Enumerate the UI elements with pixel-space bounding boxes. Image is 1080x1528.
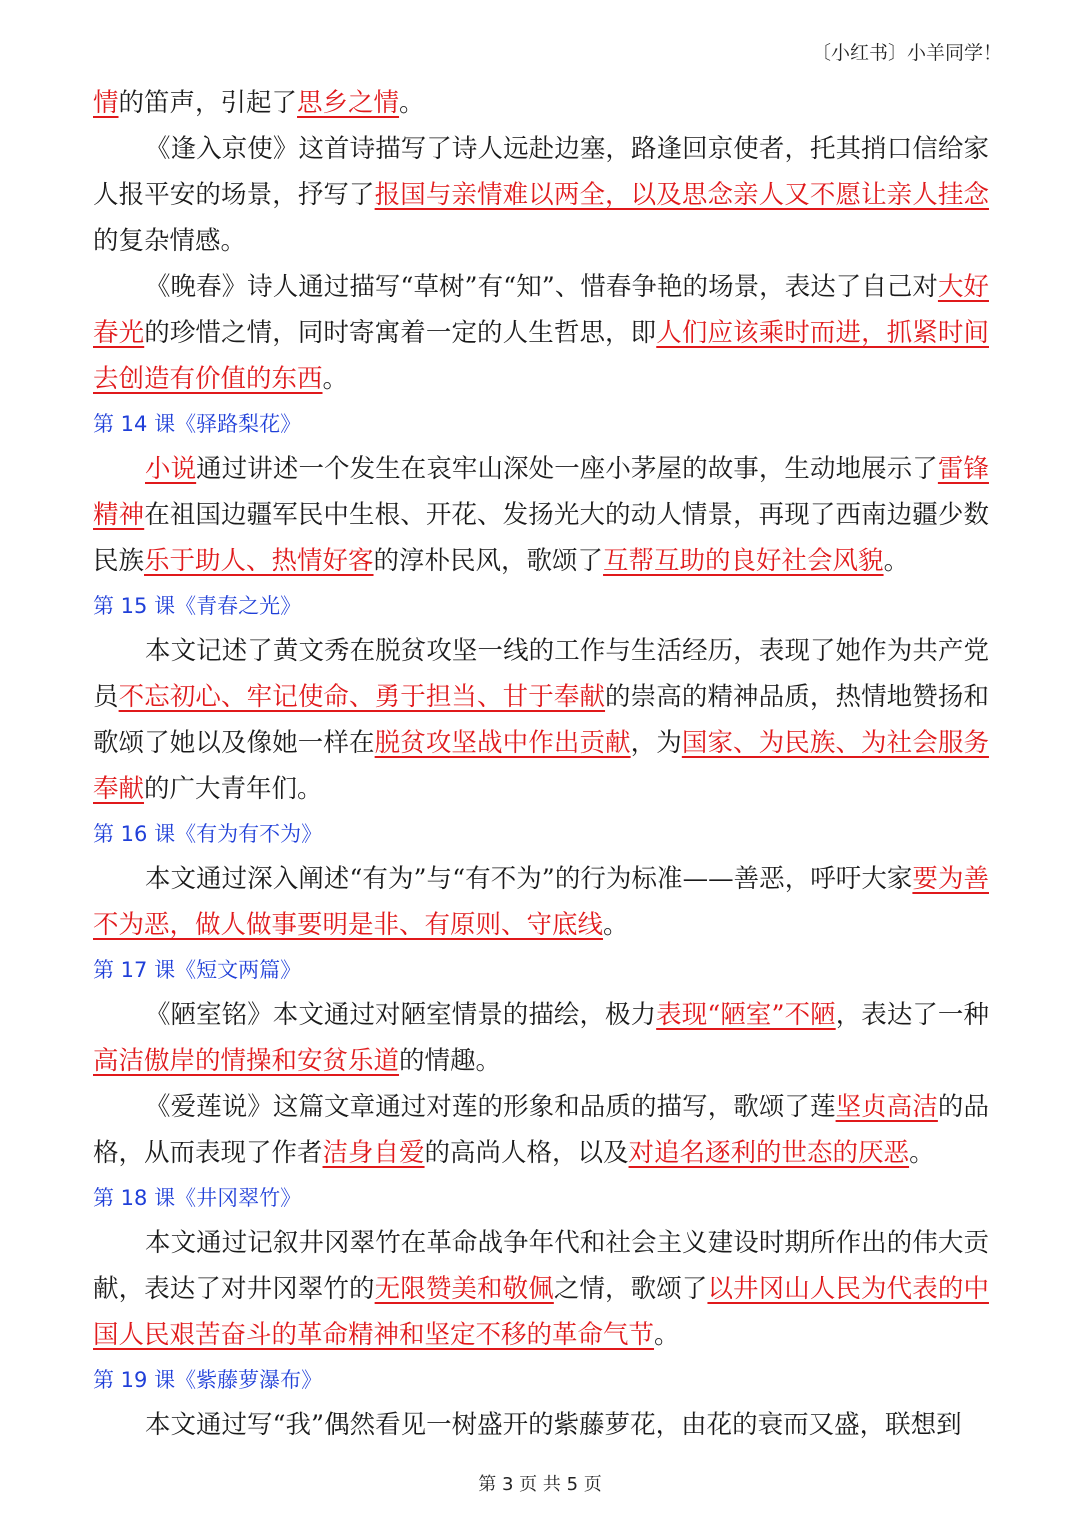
- body-text: 的珍惜之情，同时寄寓着一定的人生哲思，即: [144, 318, 657, 348]
- paragraph-ailianshuo: [93, 1084, 989, 1176]
- source-watermark: 〔小红书〕小羊同学！: [811, 42, 1002, 64]
- body-text: 的高尚人格，以及: [424, 1138, 629, 1168]
- body-text: 的崇高的精神品质，热情地赞扬和歌颂了她以及像她一样在: [93, 682, 989, 758]
- body-text: ，为: [630, 728, 682, 758]
- body-text: 本文通过记叙井冈翠竹在革命战争年代和社会主义建设时期所作出的伟大贡献，表达了对井冈翠竹的: [93, 1228, 989, 1304]
- highlight-text: 大好春光: [93, 272, 989, 348]
- body-text: 的情趣。: [399, 1046, 502, 1076]
- highlight-text: 洁身自爱: [322, 1138, 425, 1168]
- paragraph-wanchun: [93, 264, 989, 402]
- page-number: 第 3 页 共 5 页: [478, 1474, 602, 1495]
- body-text: 《爱莲说》这篇文章通过对莲的形象和品质的描写，歌颂了莲: [145, 1092, 836, 1122]
- body-text: 《晚春》诗人通过描写“草树”有“知”、惜春争艳的场景，表达了自己对: [145, 272, 938, 302]
- body-text: 的广大青年们。: [144, 774, 323, 804]
- body-text: 。: [603, 910, 629, 940]
- highlight-text: 要为善不为恶，做人做事要明是非、有原则、守底线: [93, 864, 989, 940]
- lesson-title-16: 第 16 课《有为有不为》: [93, 822, 323, 846]
- body-text: 。: [909, 1138, 935, 1168]
- body-text: 。: [654, 1320, 680, 1350]
- lesson-title-14: 第 14 课《驿路梨花》: [93, 412, 302, 436]
- lesson-title-17: 第 17 课《短文两篇》: [93, 958, 302, 982]
- body-text: 之情，歌颂了: [553, 1274, 708, 1304]
- paragraph-lesson-14: [93, 446, 989, 584]
- highlight-text: 不忘初心、牢记使命、勇于担当、甘于奉献: [118, 682, 606, 712]
- highlight-text: 报国与亲情难以两全，以及思念亲人又不愿让亲人挂念: [374, 180, 989, 210]
- paragraph-lesson-15: [93, 628, 989, 812]
- lesson-title-18: 第 18 课《井冈翠竹》: [93, 1186, 302, 1210]
- body-text: 。: [322, 364, 349, 394]
- body-text: 本文通过深入阐述“有为”与“有不为”的行为标准——善恶，呼吁大家: [145, 864, 913, 894]
- paragraph-loushiming: [93, 992, 989, 1084]
- highlight-text: 以井冈山人民为代表的中国人民艰苦奋斗的革命精神和坚定不移的革命气节: [93, 1274, 989, 1350]
- body-text: 《逢入京使》这首诗描写了诗人远赴边塞，路逢回京使者，托其捎口信给家人报平安的场景，抒写了: [93, 134, 989, 210]
- highlight-text: 思乡之情: [297, 88, 400, 118]
- highlight-text: 对追名逐利的世态的厌恶: [628, 1138, 910, 1168]
- highlight-text: 雷锋精神: [93, 454, 989, 530]
- paragraph-lesson-16: [93, 856, 989, 948]
- paragraph-lesson-18: [93, 1220, 989, 1358]
- paragraph-lesson-19: [93, 1402, 989, 1448]
- highlight-text: 高洁傲岸的情操和安贫乐道: [93, 1046, 400, 1076]
- highlight-text: 人们应该乘时而进，抓紧时间去创造有价值的东西: [93, 318, 989, 394]
- body-text: 。: [883, 546, 910, 576]
- paragraph-fengrujingshi: [93, 126, 989, 264]
- highlight-text: 脱贫攻坚战中作出贡献: [374, 728, 631, 758]
- highlight-text: 无限赞美和敬佩: [374, 1274, 554, 1304]
- body-text: 在祖国边疆军民中生根、开花、发扬光大的动人情景，再现了西南边疆少数民族: [93, 500, 989, 576]
- highlight-text: 互帮互助的良好社会风貌: [603, 546, 884, 576]
- body-text: 的淳朴民风，歌颂了: [373, 546, 604, 576]
- body-text: 的笛声，引起了: [118, 88, 298, 118]
- body-text: 本文记述了黄文秀在脱贫攻坚一线的工作与生活经历，表现了她作为共产党员: [93, 636, 989, 712]
- body-text: 通过讲述一个发生在哀牢山深处一座小茅屋的故事，生动地展示了: [196, 454, 938, 484]
- highlight-text: 小说: [145, 454, 197, 484]
- highlight-text: 乐于助人、热情好客: [144, 546, 374, 576]
- document-body: [93, 80, 989, 1448]
- lesson-title-15: 第 15 课《青春之光》: [93, 594, 302, 618]
- highlight-text: 表现“陋室”不陋: [656, 1000, 836, 1030]
- lesson-title-19: 第 19 课《紫藤萝瀑布》: [93, 1368, 323, 1392]
- body-text: 。: [399, 88, 425, 118]
- highlight-text: 坚贞高洁: [835, 1092, 938, 1122]
- paragraph-continuation: [93, 80, 989, 126]
- body-text: 的品格，从而表现了作者: [93, 1092, 989, 1168]
- body-text: ，表达了一种: [835, 1000, 989, 1030]
- body-text: 《陋室铭》本文通过对陋室情景的描绘，极力: [145, 1000, 657, 1030]
- body-text: 本文通过写“我”偶然看见一树盛开的紫藤萝花，由花的衰而又盛，联想到: [145, 1410, 962, 1440]
- highlight-text: 国家、为民族、为社会服务奉献: [93, 728, 989, 804]
- body-text: 的复杂情感。: [93, 226, 247, 256]
- highlight-text: 情: [93, 88, 119, 118]
